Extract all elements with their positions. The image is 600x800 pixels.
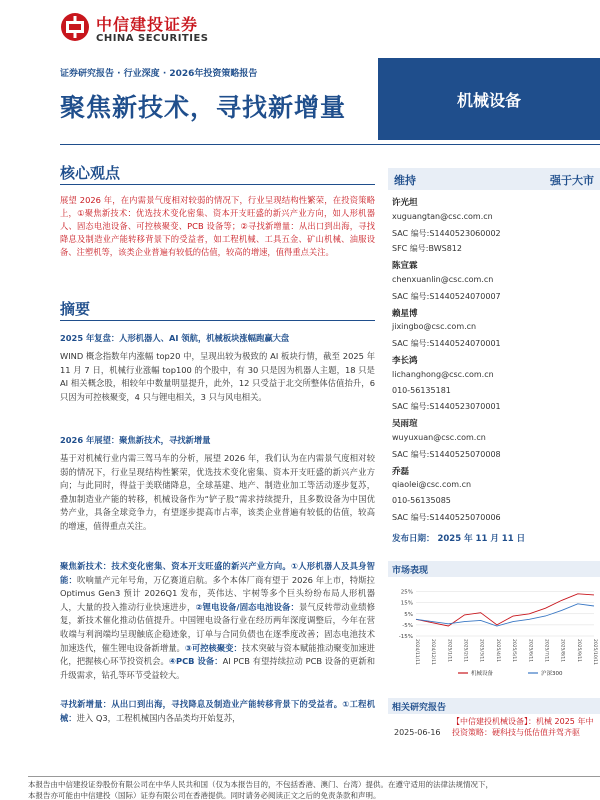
chart-x-tick-label: 2025/8/11 [559, 639, 565, 663]
chart-legend-label: 沪深300 [541, 671, 563, 677]
robot-label: ①人形机器人及具身智能： [60, 561, 375, 585]
report-type: 证券研究报告 · 行业深度 · 2026年投资策略报告 [60, 69, 258, 79]
battery-label: ②锂电设备/固态电池设备： [195, 601, 299, 612]
analyst-detail: SAC 编号:S1440524070001 [392, 339, 501, 349]
summary-sub-review: 2025 年复盘：人形机器人、AI 领航，机械板块涨幅跑赢大盘 [60, 333, 290, 343]
analyst-detail: SAC 编号:S1440525070006 [392, 513, 501, 522]
rating-value: 强于大市 [550, 174, 594, 187]
cm-label: ①工程机械： [60, 699, 375, 723]
chart-x-tick-label: 2025/6/11 [527, 639, 533, 663]
footer-divider [28, 776, 600, 777]
market-performance-chart [388, 580, 600, 680]
summary-sub-outlook: 2026 年展望：聚焦新技术，寻找新增量 [60, 435, 211, 445]
footer-line-1: 本报告由中信建投证券股份有限公司在中华人民共和国（仅为本报告目的，不包括香港、澳门、台湾）提供。在遵守适用的法律法规情况下， [28, 780, 493, 789]
core-view-divider [60, 184, 375, 185]
analyst-email[interactable]: wuyuxuan@csc.com.cn [392, 433, 486, 442]
chart-y-tick-label: -5% [402, 622, 413, 629]
pcb-label: ④PCB 设备： [168, 656, 223, 667]
analyst-detail: 010-56135085 [392, 496, 451, 506]
sector-badge: 机械设备 [378, 58, 600, 140]
chart-x-tick-label: 2025/1/11 [446, 639, 452, 663]
analyst-email[interactable]: lichanghong@csc.com.cn [392, 369, 494, 379]
new-tech-lead: 聚焦新技术：技术变化密集、资本开支旺盛的新兴产业方向。 [60, 561, 291, 571]
logo-text-cn: 中信建投证券 [96, 15, 199, 34]
analyst-email[interactable]: xuguangtan@csc.com.cn [392, 211, 493, 221]
fusion-text: 技术突破与资本赋能推动聚变加速进化，把握核心环节投资机会。 [60, 642, 375, 667]
chart-x-tick-label: 2024/12/11 [430, 639, 436, 665]
chart-y-tick-label: -15% [398, 634, 413, 640]
summary-para-outlook: 基于对机械行业内需三驾马车的分析，展望 2026 年，我们认为在内需景气度相对较弱的情况下，行业呈现结构性繁荣，优选技术变化密集、资本开支旺盛的新兴产业方向；与此同时，得益于美联储降息，全球基建、地产、制造业加工等活动逐步复苏，叠加制造业产能的转移，机械设备作为“铲子股”需求持续提升，且多数设备为中国优势产业，具备全球竞争力，有望逐步提高市占率，该类企业普遍有较低的估值，较高的增速，值得重点关注。 [60, 453, 375, 531]
analyst-detail: SAC 编号:S1440524070007 [392, 291, 501, 301]
related-heading: 相关研究报告 [388, 698, 600, 714]
chart-x-tick-label: 2025/7/11 [543, 639, 549, 663]
rating-bar [388, 168, 600, 190]
robot-text: 吹响量产元年号角，万亿赛道启航。多个本体厂商有望于 2026 年上市，特斯拉 Optimus Gen3 预计 2026Q1 发布，英伟达、宇树等多个巨头纷纷布局人形机器人，大量的投入推动行业快速进步， [60, 574, 375, 612]
chart-series-line [416, 604, 594, 626]
company-logo [60, 12, 240, 48]
rating-label: 维持 [394, 174, 416, 187]
report-title: 聚焦新技术，寻找新增量 [60, 93, 347, 122]
summary-heading: 摘要 [60, 300, 91, 318]
chart-x-tick-label: 2025/5/11 [511, 639, 517, 663]
pcb-text: AI PCB 有望持续拉动 PCB 设备的更新和升级需求，钻孔等环节受益较大。 [60, 656, 375, 680]
analyst-detail: SFC 编号:BWS812 [392, 244, 462, 254]
chart-y-tick-label: 15% [400, 600, 413, 607]
summary-para-review: WIND 概念指数年内涨幅 top20 中，呈现出较为极致的 AI 板块行情，截至 2025 年 11 月 7 日，机械行业涨幅 top100 的个股中，有 30 只是因为机器人主题，18 只是 AI 相关概念股，相较年中数量明显提升，此外，12 只受益于北交所整体估值抬升，6 只因为可控核聚变，4 只与锂电相关，3 只与风电相关。 [60, 351, 375, 402]
cm-text: 进入 Q3，工程机械国内各品类均开始复苏， [76, 712, 241, 723]
core-view-text: 展望 2026 年，在内需景气度相对较弱的情况下，行业呈现结构性繁荣，在投资策略上，①聚焦新技术：优选技术变化密集、资本开支旺盛的新兴产业方向，如人形机器人、固态电池设备、可控核聚变、PCB 设备等；②寻找新增量：从出口到出海，寻找降息及制造业产能转移背景下的受益者，如工程机械、工具五金、矿山机械、油服设备、注塑机等，该类企业普遍有较低的估值，较高的增速，值得重点关注。 [60, 195, 375, 257]
market-heading: 市场表现 [388, 561, 600, 577]
header-divider [60, 144, 600, 145]
analyst-name: 赖星博 [392, 308, 418, 319]
analyst-detail: SAC 编号:S1440523070001 [392, 402, 501, 412]
chart-x-tick-label: 2025/9/11 [575, 639, 581, 663]
chart-legend-label: 机械设备 [471, 671, 494, 677]
summary-para-new-tech [60, 560, 375, 682]
summary-divider [60, 320, 375, 321]
analyst-name: 乔磊 [392, 466, 410, 477]
chart-x-tick-label: 2024/11/11 [414, 639, 419, 665]
footer-line-2: 本报告亦可能由中信建投（国际）证券有限公司在香港提供。同时请务必阅读正文之后的免责条款和声明。 [28, 791, 381, 800]
chart-x-tick-label: 2025/2/11 [462, 639, 468, 663]
fusion-label: ③可控核聚变： [184, 642, 242, 653]
analyst-detail: SAC 编号:S1440523060002 [392, 228, 501, 238]
analyst-name: 李长鸿 [392, 356, 418, 366]
analyst-detail: SAC 编号:S1440525070008 [392, 449, 501, 459]
analyst-name: 吴雨瑄 [392, 419, 418, 430]
analyst-email[interactable]: jixingbo@csc.com.cn [392, 322, 477, 332]
chart-x-tick-label: 2025/4/11 [494, 639, 500, 663]
footer-disclaimer [28, 779, 600, 800]
related-date: 2025-06-16 [394, 728, 441, 737]
analyst-name: 陈宣霖 [392, 261, 418, 272]
analyst-email[interactable]: chenxuanlin@csc.com.cn [392, 275, 494, 284]
chart-series-line [416, 594, 594, 626]
analyst-name: 许光坦 [392, 198, 418, 208]
related-link[interactable]: 【中信建投机械设备】：机械 2025 年中投资策略：硬科技与低估值并驾齐驱 [452, 717, 594, 737]
analyst-email[interactable]: qiaolei@csc.com.cn [392, 480, 472, 490]
core-view-heading: 核心观点 [60, 164, 121, 182]
analyst-detail: 010-56135181 [392, 385, 451, 395]
logo-text-en: CHINA SECURITIES [96, 33, 209, 44]
battery-text: 景气反转带动业绩修复，新技术催化推动估值提升。中国锂电设备行业在经历两年深度调整后，今年在营收端与利润端均呈现触底企稳迹象，订单与合同负债也在逐季度改善；固态电池技术加速迭代，催生锂电设备新增量。 [60, 601, 375, 653]
new-increment-lead: 寻找新增量：从出口到出海，寻找降息及制造业产能转移背景下的受益者。 [60, 699, 343, 709]
chart-y-tick-label: 25% [400, 589, 413, 596]
summary-para-new-increment [60, 698, 375, 725]
chart-y-tick-label: 5% [404, 611, 413, 618]
csc-logo-icon [60, 12, 90, 42]
publish-date: 发布日期： 2025 年 11 月 11 日 [392, 534, 526, 544]
chart-x-tick-label: 2025/10/11 [592, 639, 597, 665]
chart-x-tick-label: 2025/3/11 [478, 639, 484, 663]
